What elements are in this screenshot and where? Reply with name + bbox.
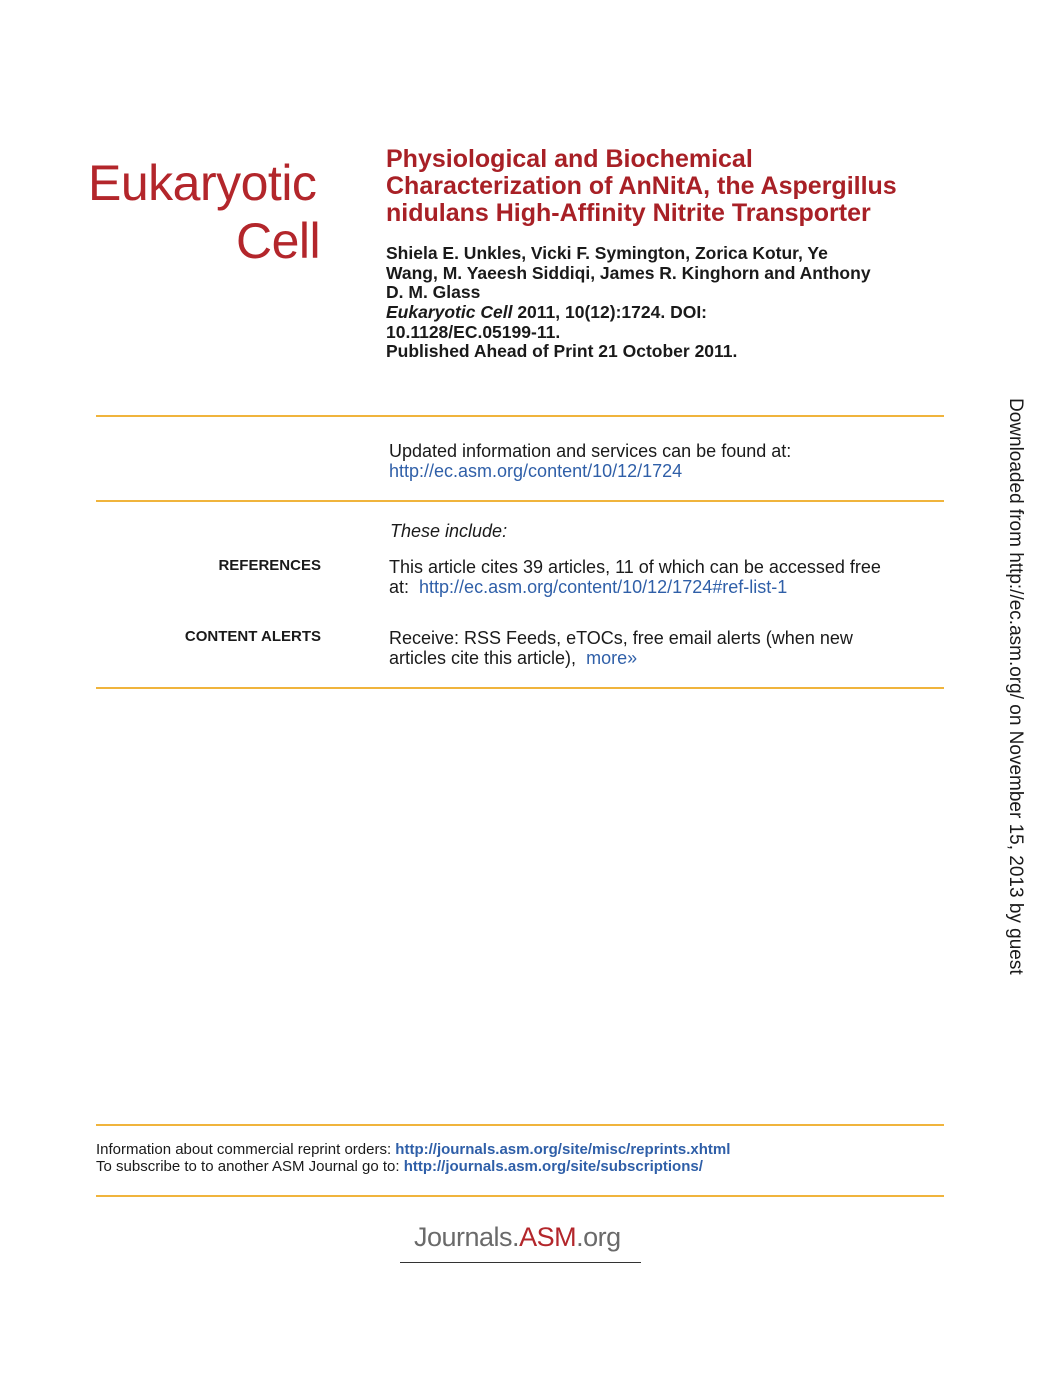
logo-part: Journals. [414,1222,520,1252]
journal-logo-line1: Eukaryotic [88,155,317,211]
logo-part-asm: ASM [519,1222,577,1252]
authors-line: D. M. Glass [386,282,481,303]
title-line: nidulans High-Affinity Nitrite Transporter [386,199,871,227]
divider-footer-top [96,1124,944,1126]
logo-part: .org [576,1222,621,1252]
footer-info [96,1142,730,1175]
article-citation [386,303,946,342]
authors-line: Shiela E. Unkles, Vicki F. Symington, Zorica Kotur, Ye [386,243,828,263]
content-alerts-line: Receive: RSS Feeds, eTOCs, free email alerts (when new [389,628,853,648]
title-line: Physiological and Biochemical [386,145,753,173]
more-link[interactable]: more» [586,648,638,668]
references-label: REFERENCES [218,557,321,574]
these-include-label: These include: [390,521,508,541]
subscribe-text: To subscribe to to another ASM Journal go to: [96,1157,404,1175]
title-line: Characterization of AnNitA, the Aspergillus [386,172,897,200]
updated-info [389,441,791,481]
content-alerts-line: articles cite this article), [389,648,577,668]
divider-top [96,415,944,417]
published-date: Published Ahead of Print 21 October 2011. [386,341,738,361]
article-title [386,146,986,227]
download-watermark: Downloaded from http://ec.asm.org/ on November 15, 2013 by guest [1005,398,1026,975]
logo-underline [400,1262,641,1263]
references-text [389,557,949,597]
article-doi: 10.1128/EC.05199-11. [386,321,561,342]
journal-logo-line2: Cell [236,213,321,269]
divider-middle [96,500,944,502]
article-link[interactable]: http://ec.asm.org/content/10/12/1724 [389,461,683,481]
references-link[interactable]: http://ec.asm.org/content/10/12/1724#ref-list-1 [419,577,788,597]
content-alerts-text [389,628,949,668]
divider-bottom [96,687,944,689]
content-alerts-label: CONTENT ALERTS [184,628,321,645]
updated-info-text: Updated information and services can be found at: [389,441,792,461]
reprints-link[interactable]: http://journals.asm.org/site/misc/reprints.xhtml [395,1141,731,1158]
citation-details: 2011, 10(12):1724. DOI: [512,302,708,322]
journals-asm-logo[interactable] [414,1222,621,1253]
journal-name: Eukaryotic Cell [386,302,513,322]
references-line: This article cites 39 articles, 11 of which can be accessed free [389,557,881,577]
article-authors [386,244,966,303]
references-at: at: [389,577,410,597]
authors-line: Wang, M. Yaeesh Siddiqi, James R. Kinghorn and Anthony [386,262,871,283]
reprints-text: Information about commercial reprint orders: [96,1141,396,1158]
divider-footer-bottom [96,1195,944,1197]
subscribe-link[interactable]: http://journals.asm.org/site/subscriptions/ [403,1157,703,1175]
